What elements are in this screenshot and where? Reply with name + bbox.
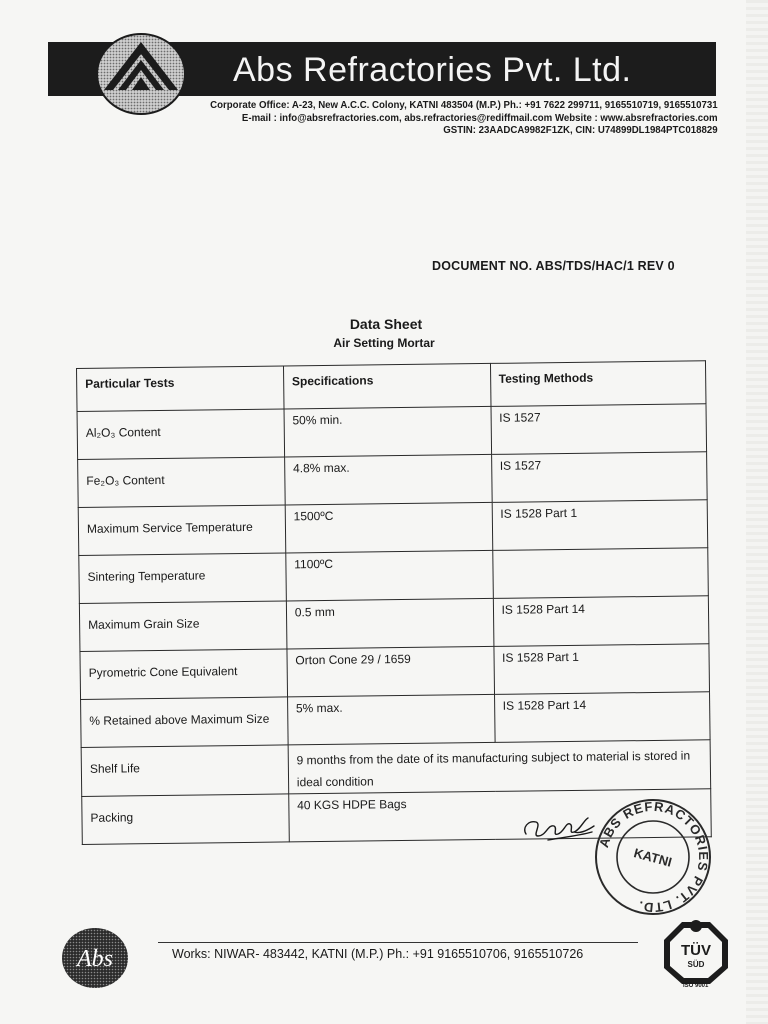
cell-test: Maximum Service Temperature <box>78 505 285 556</box>
cell-test: Al₂O₃ Content <box>77 409 284 460</box>
company-seal <box>590 798 716 916</box>
cell-test: Fe₂O₃ Content <box>78 457 285 508</box>
svg-text:Abs: Abs <box>77 946 113 972</box>
works-address: Works: NIWAR- 483442, KATNI (M.P.) Ph.: +91 9165510706, 9165510726 <box>172 947 584 961</box>
contact-block <box>211 99 718 137</box>
spec-table-container <box>76 360 711 825</box>
cert-standard: ISO 9001 <box>683 983 709 989</box>
cell-spec: 5% max. <box>287 694 494 745</box>
cell-spec-merged: 40 KGS HDPE Bags <box>289 789 712 842</box>
column-header-tests: Particular Tests <box>77 366 284 412</box>
column-header-methods: Testing Methods <box>490 361 706 407</box>
cell-spec: Orton Cone 29 / 1659 <box>287 646 494 697</box>
table-row <box>79 548 709 604</box>
cell-spec: 50% min. <box>284 406 491 457</box>
table-row <box>79 596 709 652</box>
document-number: DOCUMENT NO. ABS/TDS/HAC/1 REV 0 <box>432 259 675 273</box>
cell-method <box>492 548 708 599</box>
cell-spec: 0.5 mm <box>286 598 493 649</box>
cell-test: Pyrometric Cone Equivalent <box>80 649 287 700</box>
footer-logo-icon <box>60 926 130 990</box>
page-title: Data Sheet <box>349 316 423 332</box>
company-logo-icon <box>94 32 188 116</box>
cell-test: Maximum Grain Size <box>79 601 286 652</box>
svg-text:ABS REFRACTORIES PVT. LTD.: ABS REFRACTORIES PVT. LTD. <box>596 798 712 916</box>
table-row-shelf-life <box>81 740 711 797</box>
cell-spec: 1500ºC <box>285 502 492 553</box>
column-header-specifications: Specifications <box>283 363 490 409</box>
gstin-cin-line: GSTIN: 23AADCA9982F1ZK, CIN: U74899DL1984PTC018829 <box>443 124 718 136</box>
scan-edge-texture <box>746 0 768 1024</box>
spec-table <box>76 360 712 845</box>
cell-method: IS 1527 <box>491 404 707 455</box>
tuv-certification-icon <box>660 918 732 988</box>
table-row <box>77 404 707 460</box>
cell-spec: 1100ºC <box>286 550 493 601</box>
signature <box>518 800 600 848</box>
cell-method: IS 1528 Part 1 <box>493 644 709 695</box>
svg-text:SÜD: SÜD <box>687 960 705 969</box>
cell-spec: 4.8% max. <box>284 454 491 505</box>
svg-text:TÜV: TÜV <box>681 942 711 959</box>
cell-test: % Retained above Maximum Size <box>81 697 288 748</box>
table-header-row <box>77 361 706 412</box>
cell-method: IS 1528 Part 14 <box>493 596 709 647</box>
email-website-line: E-mail : info@absrefractories.com, abs.refractories@rediffmail.com Website : www.absrefractories.com <box>242 111 719 124</box>
cell-method: IS 1528 Part 14 <box>494 692 710 743</box>
cell-test: Shelf Life <box>81 745 288 797</box>
table-row <box>78 452 708 508</box>
page-subtitle: Air Setting Mortar <box>333 336 435 350</box>
cell-test: Packing <box>82 794 289 845</box>
svg-text:KATNI: KATNI <box>632 845 674 870</box>
corporate-office-line: Corporate Office: A-23, New A.C.C. Colony, KATNI 483504 (M.P.) Ph.: +91 7622 299711, 9165510719, 9165510731 <box>210 99 718 111</box>
company-name: Abs Refractories Pvt. Ltd. <box>233 51 632 89</box>
cell-method: IS 1528 Part 1 <box>492 500 708 551</box>
footer-divider <box>158 942 638 943</box>
table-row <box>80 644 710 700</box>
cell-test: Sintering Temperature <box>79 553 286 604</box>
cell-method: IS 1527 <box>491 452 707 503</box>
cell-spec-merged: 9 months from the date of its manufacturing subject to material is stored in ideal condition <box>288 740 711 794</box>
table-row <box>81 692 711 748</box>
table-row <box>78 500 708 556</box>
